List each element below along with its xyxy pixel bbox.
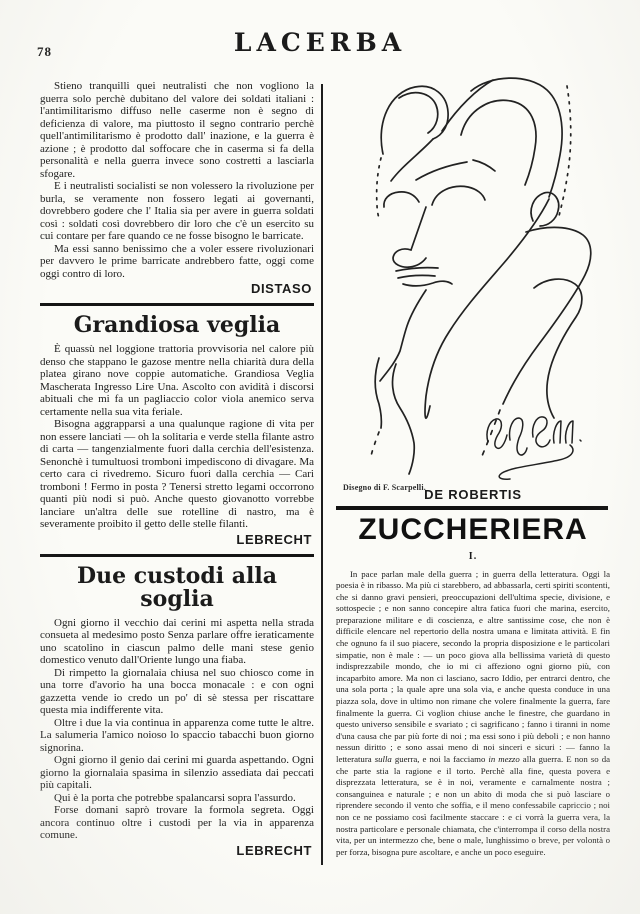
- article-grandiosa-veglia: [40, 314, 314, 547]
- article-title: ZUCCHERIERA: [358, 513, 588, 546]
- paragraph: Ogni giorno il genio dai cerini mi guarda aspettando. Ogni giorno la giornalaia spasima in silenzio assediata dai peccati più capitali.: [40, 754, 314, 792]
- nose-line: [411, 207, 426, 250]
- dashed-contour-left: [377, 158, 381, 221]
- article-body: [336, 569, 610, 859]
- portrait-sketch-illustration: [330, 74, 630, 482]
- neck-front-line: [393, 364, 415, 474]
- hair-part-line: [442, 80, 493, 131]
- article-zuccheriera: [336, 514, 610, 858]
- chin-line: [380, 290, 426, 381]
- section-rule: [40, 303, 314, 306]
- paragraph: Ogni giorno il vecchio dai cerini mi aspetta nella strada consueta al medesimo posto Senza parlare offre ieraticamente uno scatolino in ciascun palmo delle mani stese genio domestico venuto dall'Oriente lungo una fiaba.: [40, 616, 314, 667]
- forehead-crease: [416, 162, 467, 180]
- signature-distaso: DISTASO: [250, 281, 312, 296]
- mouth-line: [403, 281, 452, 286]
- hair-left-loop-inner: [399, 93, 438, 133]
- right-eyebrow: [432, 186, 485, 205]
- artist-signature-scribble: [487, 417, 581, 479]
- section-rule: [40, 554, 314, 557]
- paragraph: Forse domani saprò trovare la formola segreta. Oggi ancora continuo oltre i custodi per la via in apparenza comune.: [40, 804, 314, 842]
- cheek-line: [425, 199, 549, 418]
- shoulder-line-left: [375, 358, 381, 428]
- hair-right-loop-inner: [461, 100, 536, 185]
- article-due-custodi: [40, 562, 314, 858]
- hair-left-loop: [381, 86, 448, 154]
- article-body: [40, 617, 314, 842]
- nostril-curl: [393, 249, 426, 267]
- page-number: 78: [37, 44, 52, 59]
- article-title: Grandiosa veglia: [73, 312, 281, 338]
- neck-line-right-dashed: [482, 410, 500, 456]
- paragraph: Stieno tranquilli quei neutralisti che non vogliono la guerra solo perchè dubitano del valore dei soldati italiani : l'antimilitarismo diffuso nelle caserme non è segno di deficienza di valore, ma piuttosto il segno contrario perchè quell'antimilitarismo è prodotto dall' inazione, e la guerra è azione ; è prodotto dal soffocare che in caserma si fa della personalità e nella guerra invece sono costretti a lasciarla sfogare.: [40, 80, 314, 180]
- hair-right-loop: [471, 78, 562, 197]
- column-divider-rule: [321, 84, 323, 865]
- paragraph: Di rimpetto la giornalaia chiusa nel suo chiosco come in una torre d'avorio ha una bocca monacale : e con ogni gazzetta vende io credo un po' di sè stessa per riscattare questa mia indifferente vita.: [40, 666, 314, 717]
- drawing-author: DE ROBERTIS: [424, 487, 522, 502]
- left-eyebrow: [384, 192, 419, 207]
- drawing-caption: Disegno di F. Scarpelli.: [343, 483, 426, 492]
- article-title: Due custodi alla soglia: [77, 562, 277, 612]
- article-distaso: [40, 80, 314, 296]
- mouth-line: [398, 275, 435, 278]
- paragraph: Ma essi sanno benissimo che a voler essere rivoluzionari per davvero le prime barricate andrebbero fatte, oggi come oggi contro di loro.: [40, 242, 314, 280]
- article-section-numeral: I.: [468, 550, 478, 562]
- signature-lebrecht-1: LEBRECHT: [236, 531, 312, 547]
- paragraph: In pace parlan male della guerra ; in guerra della letteratura. Oggi la poesia è in ribasso. Ma più ci starebbero, ad abbassarla, certi spiriti scontenti, che si danno gravi pensieri, preoccupazioni dell'ultima specie, divisione, e sottospecie ; e non sanno concepire altra fatica fuori che marina, esercito, preparazione militare e di coscienza, e altre santissime cose, che non è difficile elencare nel repertorio della nostra umana e limitata attività. E fin che ognuno fa il suo piacere, secondo la propria disposizione e le particolari simpatie, non è male : — un poco giova alla bellissima varietà di questo indisprezzabile mondo, che io mi ci affeziono ogni giorno più, con incaparbito amore. Ma non ci lasciano, sacro Iddio, per entrarci dentro, che una sola porta ; la quale apre una sola via, e anche questa conduce in una piazza sola, dove in ultimo non rimane che volere finalmente la guerra, fare finalmente la guerra. Ci voglion chiuse anche le finestre, che guardano in questo universo sensibile e svariato ; ci sagrificano ; fanno i tiranni in nome d'una causa che par più forte di noi ; ma essi sono i più deboli ; e non hanno nessun diritto ; e sono assai meno di noi sinceri e sicuri : — fanno la letteratura sulla guerra, e noi la facciamo in mezzo alla guerra. E non so da che parte stia la ragione e il torto. Perchè alla fine, questa povera e disprezzata letteratura, se è in noi, veramente e carnalmente nostra ; consanguinea e naturale ; e non un abito di moda che si può lasciare o riprendere secondo il vento che soffia, e il meno confessabile capriccio ; noi non ce ne possiamo così facilmente staccare : e ci vorrà la guerra vera, la nostra particolare e personale chiamata, che c'interrompa il corso della nostra vita, per un intermezzo che, bene o male, lunghissimo o breve, per volontà o per forza, bisogna pure ascoltare, e anche un poco eseguire.: [336, 568, 611, 857]
- forehead-crease: [473, 160, 495, 171]
- shoulder-line-left-dashed: [371, 432, 379, 456]
- left-column: [40, 80, 314, 858]
- collar-curve: [534, 279, 582, 418]
- article-body: [40, 343, 314, 531]
- paragraph: Oltre i due la via continua in apparenza come tutte le altre. La salumeria l'amico noioso lo spaccio tabacchi buon giorno signorina.: [40, 716, 314, 754]
- section-rule: [336, 506, 608, 510]
- masthead-title: LACERBA: [233, 28, 407, 57]
- signature-lebrecht-2: LEBRECHT: [236, 842, 312, 858]
- paragraph: Bisogna aggrapparsi a una qualunque ragione di vita per non essere lanciati — oh la solitaria e verde stella filante astro di carta — tangenzialmente fuori dalla cerchia dell'esistenza. Senonchè i tumultuosi tromboni impediscono di divagare. Ma certo cara ci rivedremo. Sicuro fuori dalla cerchia — Cari tromboni ! Fermo in posta ? Tenersi stretto legami occorrono quanti più nodi si può. Anche questo giovanotto vorrebbe lanciare un'altra delle sue rotelline di nastro, ma è severamente proibito il getto delle stelle filanti.: [40, 418, 314, 531]
- paragraph: È quassù nel loggione trattoria provvisoria nel calore più denso che stappano le gazose mentre nella chiarità dura della platea girano nove coppie automatiche. Grandiosa Veglia Mascherata Ingresso Lire Una. Ascolto con avidità i discorsi abituali che mi fa un pagliaccio color viola anemico serva certamente nella sua vita feriale.: [40, 343, 314, 418]
- paragraph: Qui è la porta che potrebbe spalancarsi sopra l'assurdo.: [54, 791, 296, 804]
- article-body: [40, 80, 314, 280]
- paragraph: E i neutralisti socialisti se non volessero la rivoluzione per burla, se veramente non fossero legati ai governanti, dovrebbero godere che l' Italia sia per avere in guerra soldati così : soldati così dovrebbero dir loro che c'è un esercito su cui contare per fare quando ce ne fosse bisogno le barricate.: [40, 180, 314, 242]
- mouth-line: [396, 268, 438, 271]
